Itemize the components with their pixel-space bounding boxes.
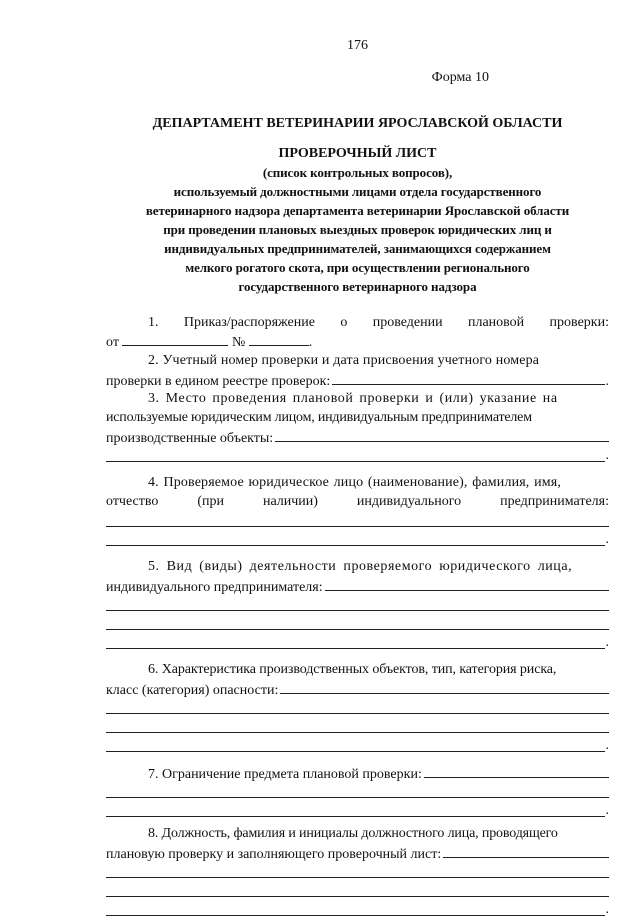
production-objects-field[interactable] <box>275 427 609 442</box>
activity-type-field-line-2[interactable] <box>106 596 609 611</box>
item-1-order: 1. Приказ/распоряжение о проведении плановой проверки: от № . <box>106 315 609 350</box>
objects-characteristics-field[interactable] <box>280 679 609 694</box>
objects-characteristics-field-line-4[interactable] <box>106 737 605 752</box>
item-4-legal-entity: 4. Проверяемое юридическое лицо (наименование), фамилия, имя, отчество (при наличии) индивидуального предпринимателя: . <box>106 475 609 547</box>
subtitle-line: мелкого рогатого скота, при осуществлении регионального <box>185 260 530 275</box>
item-6-objects-characteristics: 6. Характеристика производственных объектов, тип, категория риска, класс (категория) опасности: . <box>106 662 609 753</box>
inspection-scope-field-line-2[interactable] <box>106 783 609 798</box>
subtitle-line: при проведении плановых выездных проверок юридических лиц и <box>163 222 552 237</box>
registry-number-field[interactable] <box>332 370 604 385</box>
item-8-inspector: 8. Должность, фамилия и инициалы должностного лица, проводящего плановую проверку и заполняющего проверочный лист: . <box>106 826 609 917</box>
document-subtitle <box>106 163 609 296</box>
subtitle-line: ветеринарного надзора департамента ветеринарии Ярославской области <box>145 203 570 218</box>
legal-entity-field-continued[interactable] <box>106 531 605 546</box>
objects-characteristics-field-line-3[interactable] <box>106 718 609 733</box>
subtitle-line: индивидуальных предпринимателей, занимающихся содержанием <box>164 241 551 256</box>
inspector-field-line-2[interactable] <box>106 863 609 878</box>
item-5-activity-type: 5. Вид (виды) деятельности проверяемого юридического лица, индивидуального предпринимателя: . <box>106 559 609 650</box>
document-title: ПРОВЕРОЧНЫЙ ЛИСТ <box>278 146 437 161</box>
subtitle-line: используемый должностными лицами отдела государственного <box>173 184 542 199</box>
inspector-field-line-3[interactable] <box>106 882 609 897</box>
checklist-items <box>106 313 609 919</box>
page-number: 176 <box>347 38 368 53</box>
activity-type-field-line-4[interactable] <box>106 634 605 649</box>
inspection-scope-field[interactable] <box>424 763 609 778</box>
activity-type-field-line-3[interactable] <box>106 615 609 630</box>
activity-type-field[interactable] <box>325 576 609 591</box>
production-objects-field-continued[interactable] <box>106 447 605 462</box>
subtitle-line: государственного ветеринарного надзора <box>238 279 477 294</box>
order-date-field[interactable] <box>122 332 228 346</box>
document-page <box>106 36 609 919</box>
inspector-field-line-4[interactable] <box>106 901 605 916</box>
item-3-location: 3. Место проведения плановой проверки и (или) указание на используемые юридическим лицом, индивидуальным предпринимателем производственные объекты: . <box>106 391 609 463</box>
item-2-registry-number: 2. Учетный номер проверки и дата присвоения учетного номера проверки в едином реестре проверок: . <box>106 353 609 389</box>
department-heading: ДЕПАРТАМЕНТ ВЕТЕРИНАРИИ ЯРОСЛАВСКОЙ ОБЛАСТИ <box>152 116 563 131</box>
objects-characteristics-field-line-2[interactable] <box>106 699 609 714</box>
inspection-scope-field-line-3[interactable] <box>106 802 605 817</box>
item-7-inspection-scope: 7. Ограничение предмета плановой проверки: . <box>106 763 609 820</box>
form-label: Форма 10 <box>431 70 489 85</box>
legal-entity-field[interactable] <box>106 512 609 527</box>
order-number-field[interactable] <box>249 332 309 346</box>
subtitle-line: (список контрольных вопросов), <box>262 165 453 180</box>
inspector-field[interactable] <box>443 843 609 858</box>
